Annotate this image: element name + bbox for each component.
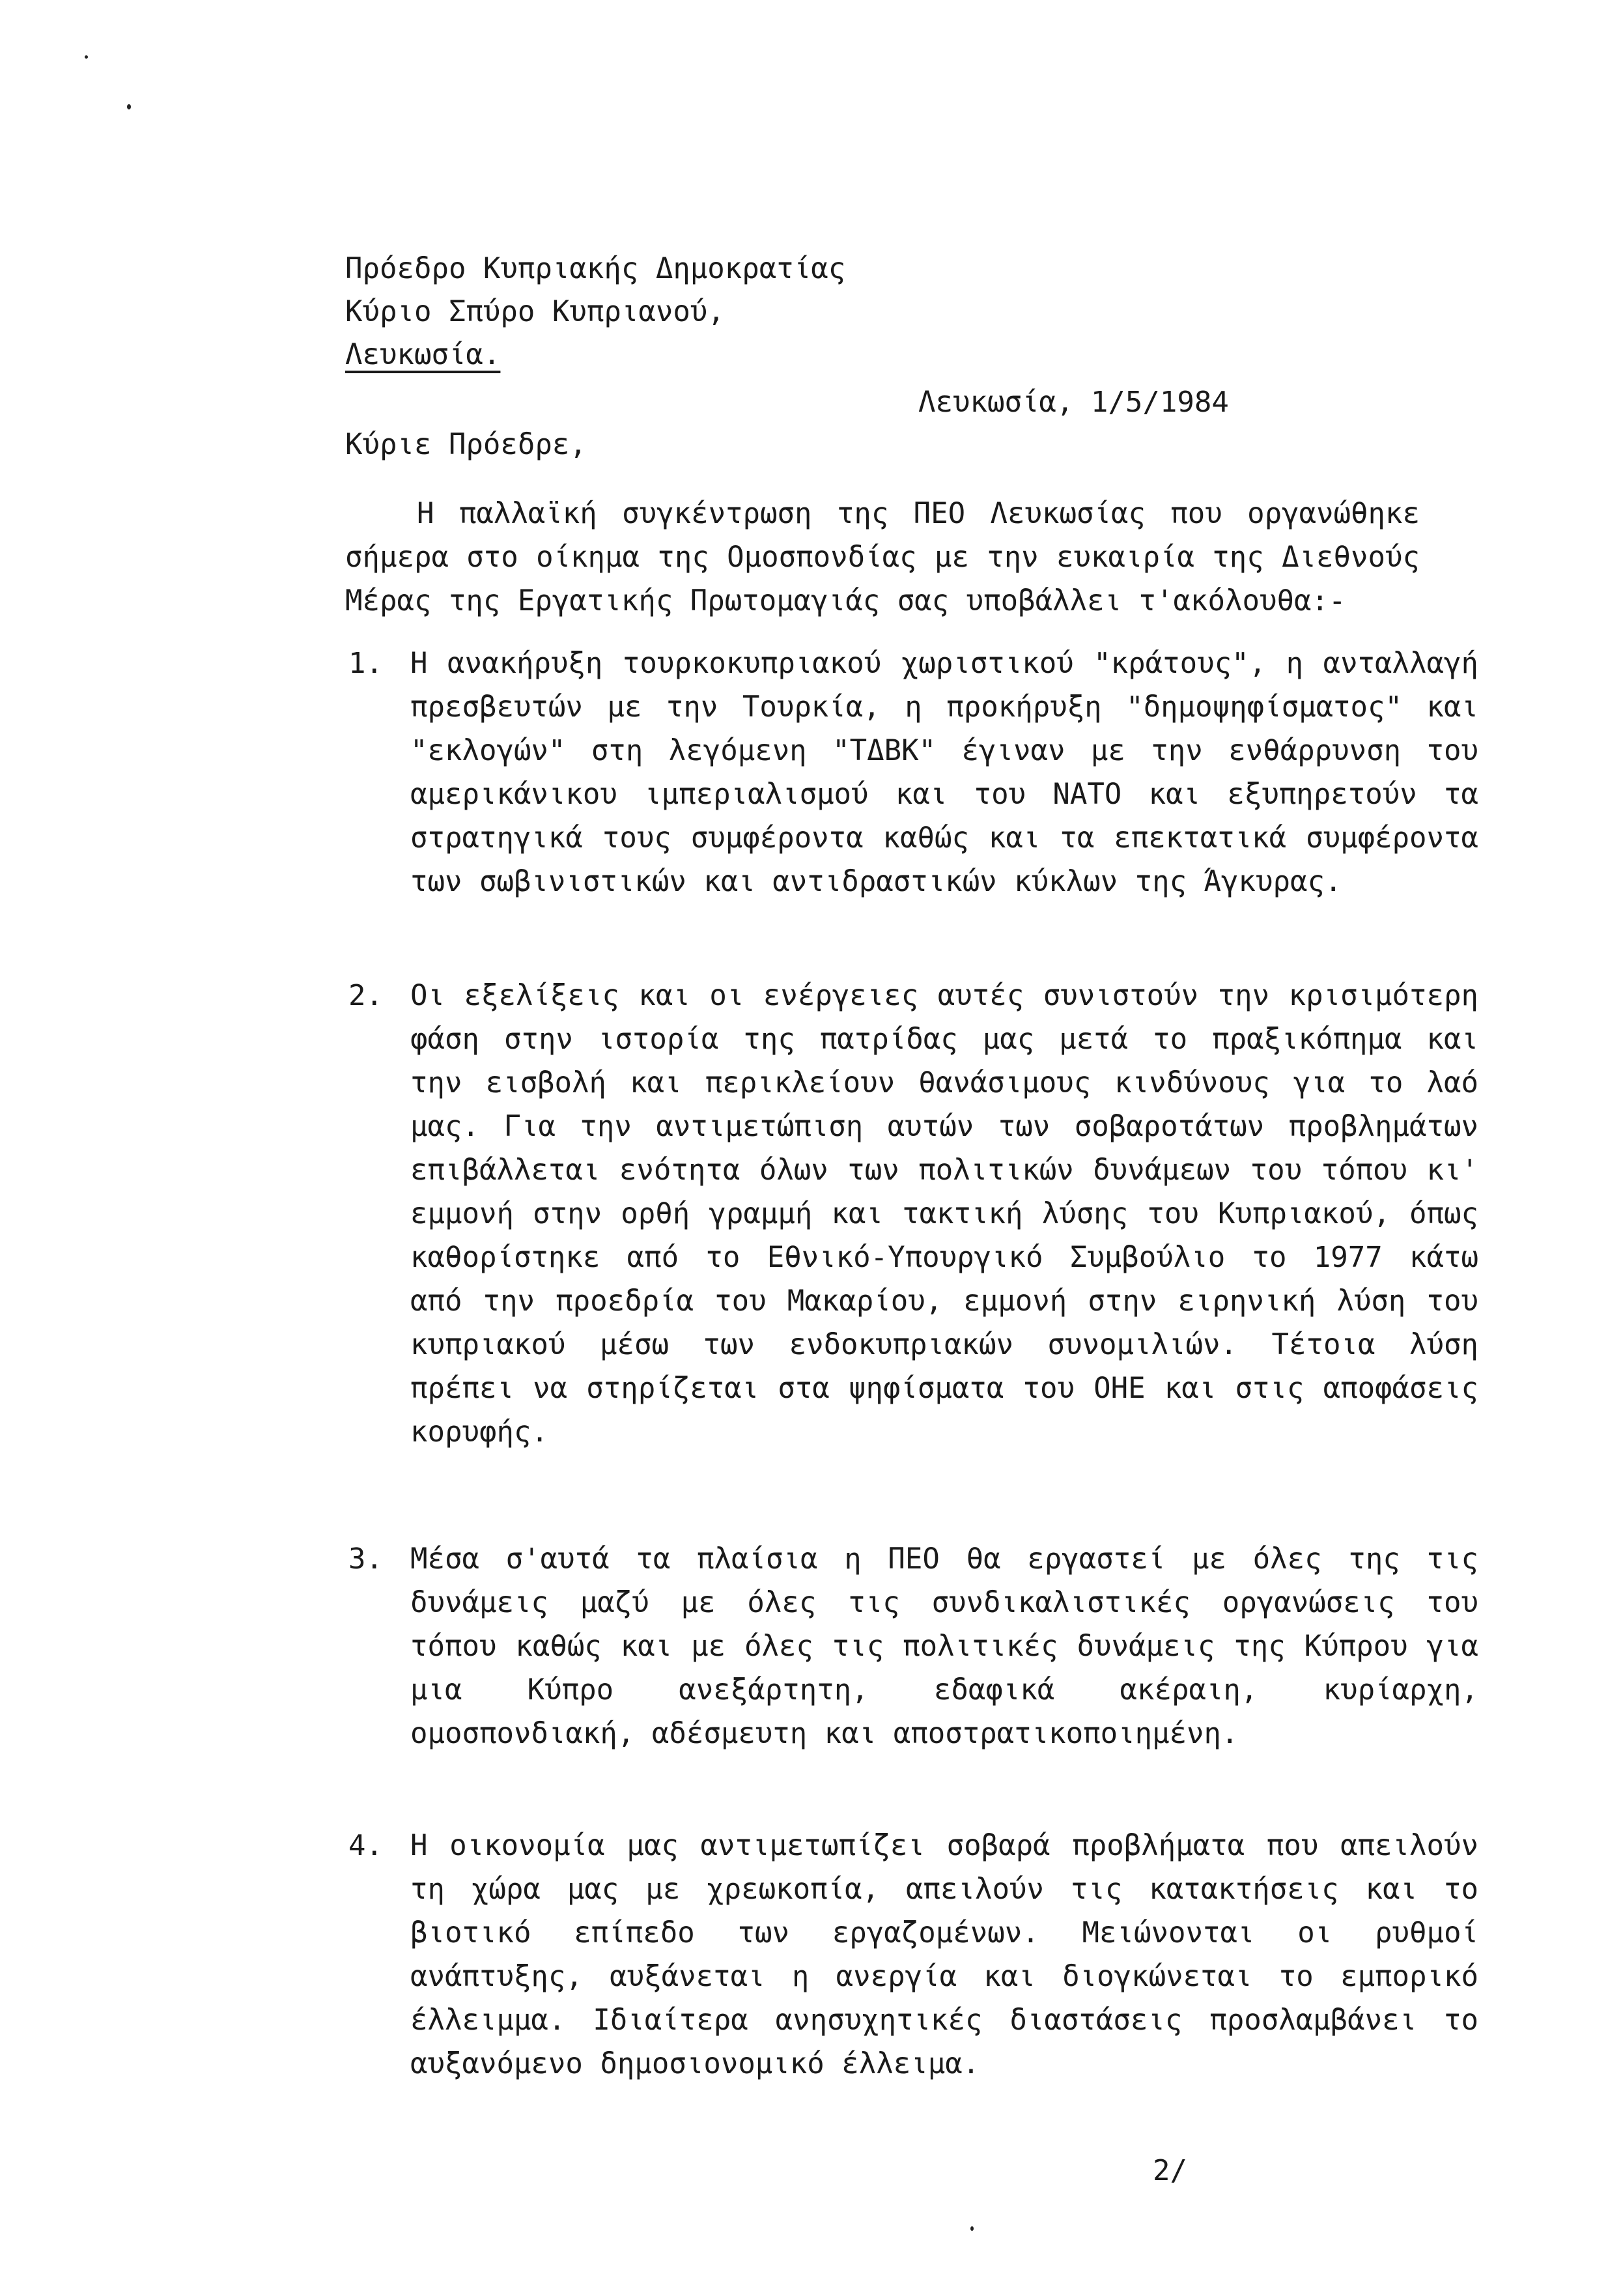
list-item-1 bbox=[348, 642, 1478, 903]
page-number: 2/ bbox=[1153, 2154, 1187, 2187]
recipient-line-2: Κύριο Σπύρο Κυπριανού, bbox=[345, 295, 725, 328]
scan-speck bbox=[127, 104, 131, 109]
list-item-text: Μέσα σ'αυτά τα πλαίσια η ΠΕΟ θα εργαστεί με όλες της τις δυνάμεις μαζύ με όλες τις συνδικαλιστικές οργανώσεις του τόπου καθώς και με όλες τις πολιτικές δυνάμεις της Κύπρου για μια Κύπρο ανεξάρτητη, εδαφικά ακέραιη, κυρίαρχη, ομοσπονδιακή, αδέσμευτη και αποστρατικοποιημένη. bbox=[410, 1542, 1478, 1750]
list-item-number: 3. bbox=[348, 1542, 383, 1576]
list-item-number: 1. bbox=[348, 647, 383, 680]
recipient-city: Λευκωσία. bbox=[345, 338, 501, 371]
list-item-number: 4. bbox=[348, 1829, 383, 1862]
intro-paragraph: Η παλλαϊκή συγκέντρωση της ΠΕΟ Λευκωσίας που οργανώθηκε σήμερα στο οίκημα της Ομοσπονδίας με την ευκαιρία της Διεθνούς Μέρας της Εργατικής Πρωτομαγιάς σας υποβάλλει τ'ακόλουθα:- bbox=[345, 497, 1420, 617]
scan-speck bbox=[970, 2226, 974, 2231]
list-item-3 bbox=[348, 1537, 1478, 1755]
list-item-number: 2. bbox=[348, 979, 383, 1012]
letter-date: Λευκωσία, 1/5/1984 bbox=[918, 386, 1229, 419]
list-item-2 bbox=[348, 974, 1478, 1454]
list-item-text: Η ανακήρυξη τουρκοκυπριακού χωριστικού "κράτους", η ανταλλαγή πρεσβευτών με την Τουρκία, η προκήρυξη "δημοψηφίσματος" και "εκλογών" στη λεγόμενη "ΤΔΒΚ" έγιναν με την ενθάρρυνση του αμερικάνικου ιμπεριαλισμού και του ΝΑΤΟ και εξυπηρετούν τα στρατηγικά τους συμφέροντα καθώς και τα επεκτατικά συμφέροντα των σωβινιστικών και αντιδραστικών κύκλων της Άγκυρας. bbox=[410, 647, 1478, 898]
scan-speck bbox=[85, 55, 88, 59]
list-item-text: Οι εξελίξεις και οι ενέργειες αυτές συνιστούν την κρισιμότερη φάση στην ιστορία της πατρίδας μας μετά το πραξικόπημα και την εισβολή και περικλείουν θανάσιμους κινδύνους για το λαό μας. Για την αντιμετώπιση αυτών των σοβαροτάτων προβλημάτων επιβάλλεται ενότητα όλων των πολιτικών δυνάμεων του τόπου κι' εμμονή στην ορθή γραμμή και τακτική λύσης του Κυπριακού, όπως καθορίστηκε από το Εθνικό-Υπουργικό Συμβούλιο το 1977 κάτω από την προεδρία του Μακαρίου, εμμονή στην ειρηνική λύση του κυπριακού μέσω των ενδοκυπριακών συνομιλιών. Τέτοια λύση πρέπει να στηρίζεται στα ψηφίσματα του ΟΗΕ και στις αποφάσεις κορυφής. bbox=[410, 979, 1478, 1449]
list-item-text: Η οικονομία μας αντιμετωπίζει σοβαρά προβλήματα που απειλούν τη χώρα μας με χρεωκοπία, απειλούν τις κατακτήσεις και το βιοτικό επίπεδο των εργαζομένων. Μειώνονται οι ρυθμοί ανάπτυξης, αυξάνεται η ανεργία και διογκώνεται το εμπορικό έλλειμμα. Ιδιαίτερα ανησυχητικές διαστάσεις προσλαμβάνει το αυξανόμενο δημοσιονομικό έλλειμα. bbox=[410, 1829, 1478, 2080]
salutation: Κύριε Πρόεδρε, bbox=[345, 428, 587, 461]
list-item-4 bbox=[348, 1824, 1478, 2086]
recipient-line-1: Πρόεδρο Κυπριακής Δημοκρατίας bbox=[345, 252, 846, 285]
